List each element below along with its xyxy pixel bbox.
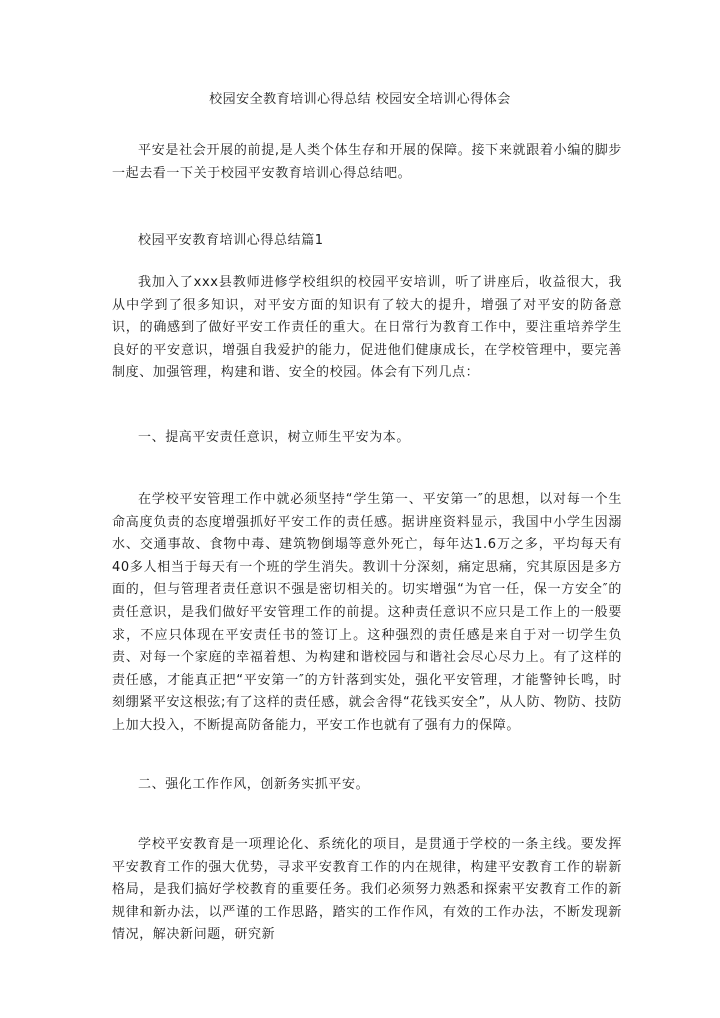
heading-1: 一、提高平安责任意识，树立师生平安为本。: [138, 430, 411, 445]
intro-paragraph: 平安是社会开展的前提,是人类个体生存和开展的保障。接下来就跟着小编的脚步一起去看一下关于校园平安教育培训心得总结吧。: [112, 143, 622, 181]
section-title: 校园平安教育培训心得总结篇1: [138, 233, 324, 248]
paragraph-3: 学校平安教育是一项理论化、系统化的项目，是贯通于学校的一条主线。要发挥平安教育工作的强大优势，寻求平安教育工作的内在规律，构建平安教育工作的崭新格局，是我们搞好学校教育的重要任务。我们必须努力熟悉和探索平安教育工作的新规律和新办法，以严谨的工作思路，踏实的工作作风，有效的工作办法，不断发现新情况，解决新问题，研究新: [112, 837, 622, 943]
heading-2: 二、强化工作作风，创新务实抓平安。: [138, 777, 370, 792]
paragraph-2: 在学校平安管理工作中就必须坚持“学生第一、平安第一″的思想，以对每一个生命高度负责的态度增强抓好平安工作的责任感。据讲座资料显示，我国中小学生因溺水、交通事故、食物中毒、建筑物倒塌等意外死亡，每年达1.6万之多，平均每天有40多人相当于每天有一个班的学生消失。教训十分深刻，痛定思痛，究其原因是多方面的，但与管理者责任意识不强是密切相关的。切实增强“为官一任，保一方安全″的责任意识，是我们做好平安管理工作的前提。这种责任意识不应只是工作上的一般要求，不应只体现在平安责任书的签订上。这种强烈的责任感是来自于对一切学生负责、对每一个家庭的幸福着想、为构建和谐校园与和谐社会尽心尽力上。有了这样的责任感，才能真正把“平安第一″的方针落到实处，强化平安管理，才能警钟长鸣，时刻绷紧平安这根弦;有了这样的责任感，就会舍得“花钱买安全”，从人防、物防、技防上加大投入，不断提高防备能力，平安工作也就有了强有力的保障。: [112, 492, 622, 733]
document-title: 校园安全教育培训心得总结 校园安全培训心得体会: [209, 92, 511, 107]
paragraph-1: 我加入了xxx县教师进修学校组织的校园平安培训，听了讲座后，收益很大，我从中学到了很多知识，对平安方面的知识有了较大的提升，增强了对平安的防备意识，的确感到了做好平安工作责任的重大。在日常行为教育工作中，要注重培养学生良好的平安意识，增强自我爱护的能力，促进他们健康成长，在学校管理中，要完善制度、加强管理，构建和谐、安全的校园。体会有下列几点：: [112, 275, 622, 381]
